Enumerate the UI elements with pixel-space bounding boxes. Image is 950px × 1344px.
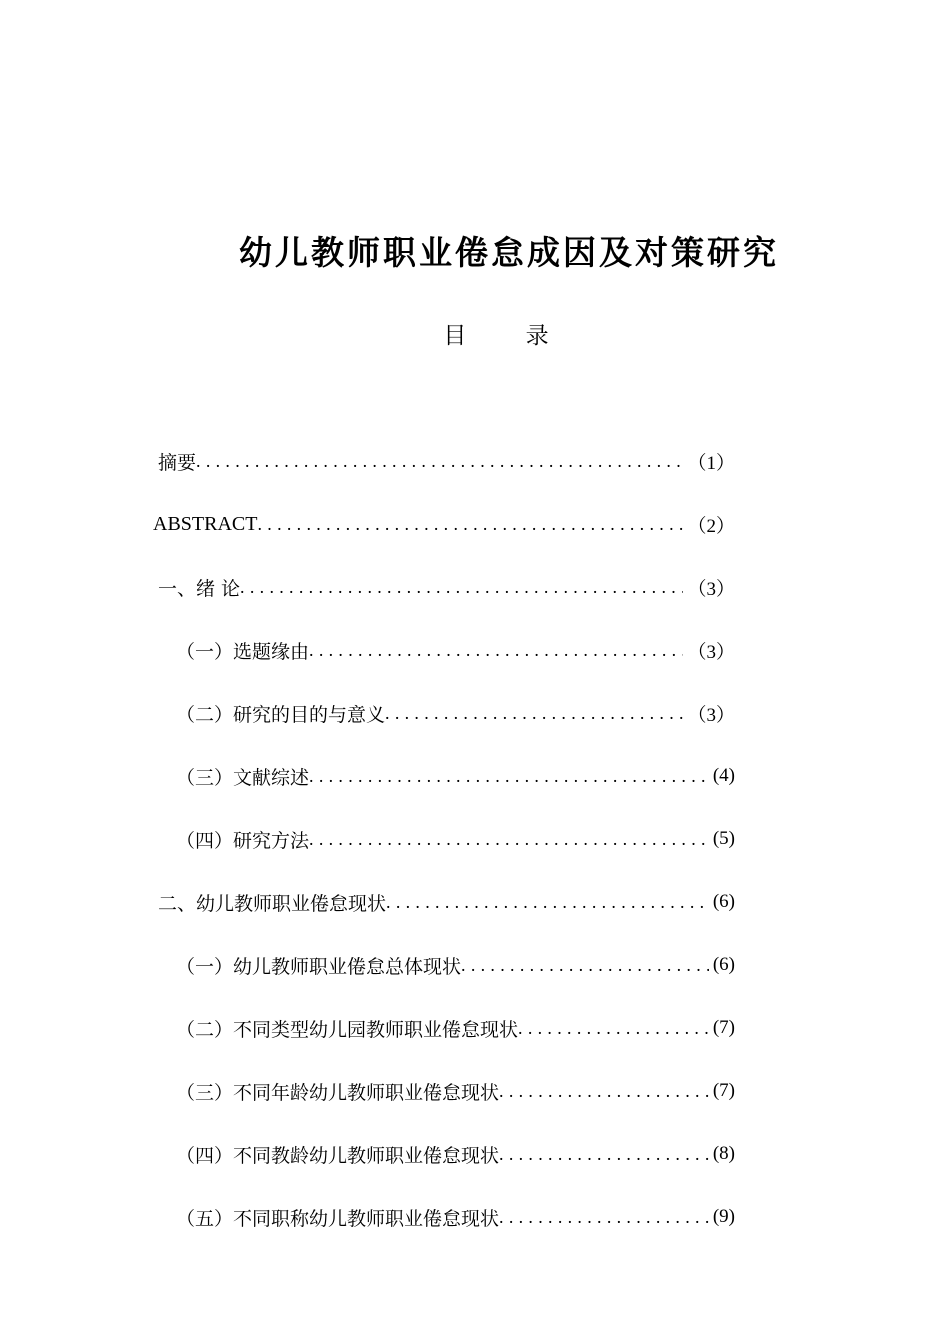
dot-leader (257, 504, 683, 544)
toc-entry-label: 二、幼儿教师职业倦怠现状 (158, 892, 387, 915)
toc-entry-abstract-en[interactable] (153, 504, 735, 544)
toc-entry-page: （1） (687, 452, 735, 474)
dot-leader (386, 882, 709, 922)
toc-entry-label: 摘要 (158, 451, 197, 474)
dot-leader (499, 1197, 709, 1237)
toc-entry-page: (4) (712, 765, 735, 786)
dot-leader (461, 945, 709, 985)
toc-entry-page: （2） (687, 515, 735, 537)
toc-entry-page: （3） (687, 704, 735, 726)
dot-leader (309, 630, 683, 670)
toc-entry-label: （四）不同教龄幼儿教师职业倦怠现状 (176, 1144, 500, 1167)
toc-entry-page: (9) (712, 1206, 735, 1227)
toc-entry-section-1-2[interactable] (176, 693, 735, 733)
toc-entry-label: （五）不同职称幼儿教师职业倦怠现状 (176, 1207, 500, 1230)
toc-entry-label: ABSTRACT (153, 512, 258, 535)
dot-leader (499, 1071, 709, 1111)
toc-entry-abstract-cn[interactable] (158, 441, 735, 481)
toc-entry-section-1-3[interactable] (176, 756, 735, 796)
toc-entry-label: 一、绪 论 (158, 577, 241, 600)
toc-entry-page: (7) (712, 1080, 735, 1101)
toc-entry-label: （一）幼儿教师职业倦怠总体现状 (176, 955, 462, 978)
toc-entry-section-1-1[interactable] (176, 630, 735, 670)
toc-entry-page: (8) (712, 1143, 735, 1164)
dot-leader (385, 693, 683, 733)
toc-entry-chapter-1[interactable] (158, 567, 735, 607)
toc-entry-chapter-2[interactable] (158, 882, 735, 922)
toc-entry-label: （四）研究方法 (176, 829, 310, 852)
toc-entry-section-2-1[interactable] (176, 945, 735, 985)
toc-heading: 目 录 (443, 323, 575, 349)
toc-entry-section-2-2[interactable] (176, 1008, 735, 1048)
dot-leader (309, 819, 709, 859)
toc-entry-label: （二）研究的目的与意义 (176, 703, 386, 726)
dot-leader (499, 1134, 709, 1174)
toc-entry-label: （一）选题缘由 (176, 640, 310, 663)
document-title: 幼儿教师职业倦怠成因及对策研究 (239, 233, 779, 272)
toc-entry-section-2-3[interactable] (176, 1071, 735, 1111)
toc-entry-page: （3） (687, 641, 735, 663)
dot-leader (196, 441, 683, 481)
toc-entry-section-2-5[interactable] (176, 1197, 735, 1237)
dot-leader (518, 1008, 709, 1048)
toc-entry-section-1-4[interactable] (176, 819, 735, 859)
toc-entry-page: (5) (712, 828, 735, 849)
toc-entry-page: (6) (712, 954, 735, 975)
toc-entry-label: （二）不同类型幼儿园教师职业倦怠现状 (176, 1018, 519, 1041)
toc-entry-page: (6) (712, 891, 735, 912)
toc-entry-label: （三）不同年龄幼儿教师职业倦怠现状 (176, 1081, 500, 1104)
toc-entry-label: （三）文献综述 (176, 766, 310, 789)
dot-leader (240, 567, 683, 607)
dot-leader (309, 756, 709, 796)
toc-entry-page: （3） (687, 578, 735, 600)
toc-entry-section-2-4[interactable] (176, 1134, 735, 1174)
toc-entry-page: (7) (712, 1017, 735, 1038)
